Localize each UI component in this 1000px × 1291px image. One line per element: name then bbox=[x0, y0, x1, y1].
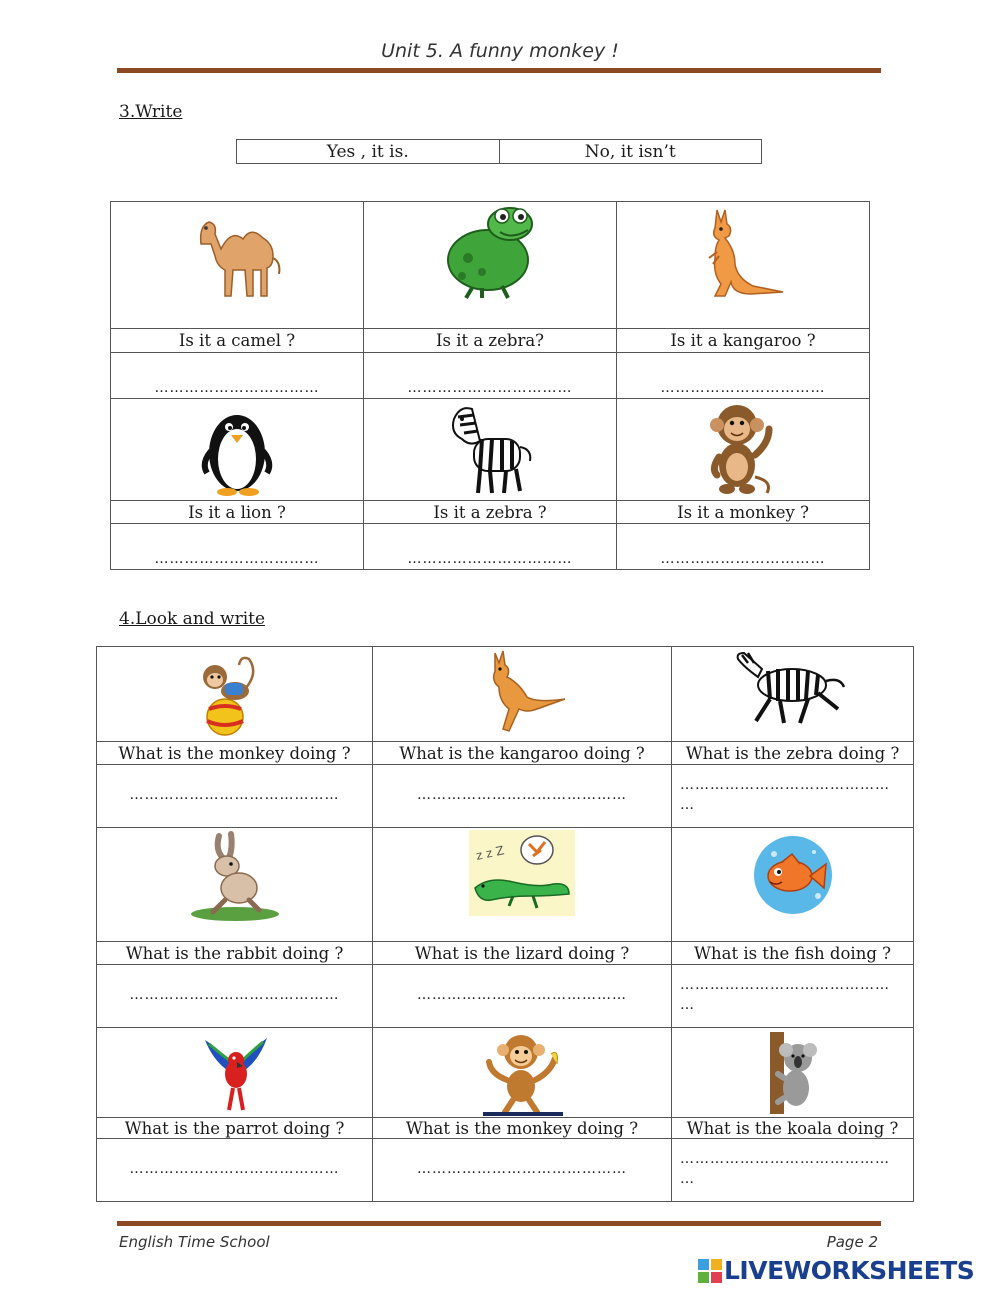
lw-answer-3-dots: …………………………………… bbox=[680, 777, 890, 793]
lw-question-2: What is the kangaroo doing ? bbox=[373, 742, 672, 765]
fish-icon bbox=[752, 834, 834, 916]
option-no: No, it isn’t bbox=[499, 140, 762, 164]
lw-question-6: What is the fish doing ? bbox=[672, 942, 914, 965]
write-table bbox=[110, 201, 870, 570]
section-4-heading: 4.Look and write bbox=[119, 609, 266, 629]
lw-question-7: What is the parrot doing ? bbox=[97, 1118, 373, 1139]
answer-options-table bbox=[236, 139, 762, 164]
question-1: Is it a camel ? bbox=[111, 329, 364, 353]
look-and-write-table bbox=[96, 646, 914, 1202]
question-5: Is it a zebra ? bbox=[364, 501, 617, 524]
zebra-run-picture-cell bbox=[672, 647, 914, 742]
lw-answer-field-6[interactable] bbox=[672, 965, 914, 1028]
dancing-monkey-icon bbox=[483, 1028, 563, 1116]
page-number: Page 2 bbox=[826, 1233, 878, 1251]
lw-answer-9-overflow: … bbox=[680, 1171, 695, 1187]
lw-question-3: What is the zebra doing ? bbox=[672, 742, 914, 765]
lw-answer-field-3[interactable] bbox=[672, 765, 914, 828]
lw-answer-3-overflow: … bbox=[680, 797, 695, 813]
lw-question-5: What is the lizard doing ? bbox=[373, 942, 672, 965]
jumping-kangaroo-icon bbox=[479, 647, 569, 737]
answer-field-4[interactable]: …………………………… bbox=[111, 524, 364, 570]
fish-picture-cell bbox=[672, 828, 914, 942]
lw-question-1: What is the monkey doing ? bbox=[97, 742, 373, 765]
option-yes: Yes , it is. bbox=[237, 140, 500, 164]
header-divider bbox=[117, 68, 881, 73]
frog-icon bbox=[442, 202, 538, 300]
answer-field-3[interactable]: …………………………… bbox=[617, 353, 870, 399]
monkey-dance-picture-cell bbox=[373, 1028, 672, 1118]
answer-field-5[interactable]: …………………………… bbox=[364, 524, 617, 570]
sleeping-lizard-icon bbox=[469, 830, 575, 916]
camel-icon bbox=[181, 204, 291, 302]
footer-divider bbox=[117, 1221, 881, 1226]
lw-answer-field-4[interactable]: …………………………………… bbox=[97, 965, 373, 1028]
section-3-heading: 3.Write bbox=[119, 102, 183, 122]
camel-picture-cell bbox=[111, 202, 364, 329]
lw-question-9: What is the koala doing ? bbox=[672, 1118, 914, 1139]
school-name: English Time School bbox=[119, 1233, 270, 1251]
svg-text:z z Z: z z Z bbox=[474, 843, 506, 863]
liveworksheets-wordmark: LIVEWORKSHEETS bbox=[724, 1256, 975, 1285]
lw-answer-field-9[interactable] bbox=[672, 1139, 914, 1202]
penguin-picture-cell bbox=[111, 399, 364, 501]
lw-question-8: What is the monkey doing ? bbox=[373, 1118, 672, 1139]
parrot-icon bbox=[201, 1030, 271, 1112]
lizard-picture-cell bbox=[373, 828, 672, 942]
lw-question-4: What is the rabbit doing ? bbox=[97, 942, 373, 965]
koala-picture-cell bbox=[672, 1028, 914, 1118]
lw-answer-field-1[interactable]: …………………………………… bbox=[97, 765, 373, 828]
koala-icon bbox=[764, 1032, 822, 1114]
answer-field-2[interactable]: …………………………… bbox=[364, 353, 617, 399]
question-4: Is it a lion ? bbox=[111, 501, 364, 524]
liveworksheets-logo-icon bbox=[698, 1259, 722, 1283]
question-2: Is it a zebra? bbox=[364, 329, 617, 353]
monkey-icon bbox=[697, 399, 787, 497]
parrot-picture-cell bbox=[97, 1028, 373, 1118]
lw-answer-6-dots: …………………………………… bbox=[680, 977, 890, 993]
lw-answer-6-overflow: … bbox=[680, 997, 695, 1013]
lw-answer-field-7[interactable]: …………………………………… bbox=[97, 1139, 373, 1202]
monkey-picture-cell bbox=[617, 399, 870, 501]
lw-answer-field-2[interactable]: …………………………………… bbox=[373, 765, 672, 828]
question-6: Is it a monkey ? bbox=[617, 501, 870, 524]
zebra-picture-cell bbox=[364, 399, 617, 501]
liveworksheets-logo[interactable] bbox=[698, 1255, 994, 1287]
monkey-on-ball-icon bbox=[189, 653, 261, 737]
rabbit-picture-cell bbox=[97, 828, 373, 942]
lw-answer-field-8[interactable]: …………………………………… bbox=[373, 1139, 672, 1202]
question-3: Is it a kangaroo ? bbox=[617, 329, 870, 353]
page-title: Unit 5. A funny monkey ! bbox=[381, 40, 619, 62]
monkey-ball-picture-cell bbox=[97, 647, 373, 742]
kangaroo-jump-picture-cell bbox=[373, 647, 672, 742]
penguin-icon bbox=[199, 401, 275, 497]
answer-field-6[interactable]: …………………………… bbox=[617, 524, 870, 570]
zebra-icon bbox=[444, 399, 536, 497]
running-zebra-icon bbox=[734, 647, 850, 727]
lw-answer-field-5[interactable]: …………………………………… bbox=[373, 965, 672, 1028]
frog-picture-cell bbox=[364, 202, 617, 329]
lw-answer-9-dots: …………………………………… bbox=[680, 1151, 890, 1167]
kangaroo-picture-cell bbox=[617, 202, 870, 329]
rabbit-icon bbox=[189, 830, 281, 922]
answer-field-1[interactable]: …………………………… bbox=[111, 353, 364, 399]
kangaroo-icon bbox=[673, 202, 813, 302]
